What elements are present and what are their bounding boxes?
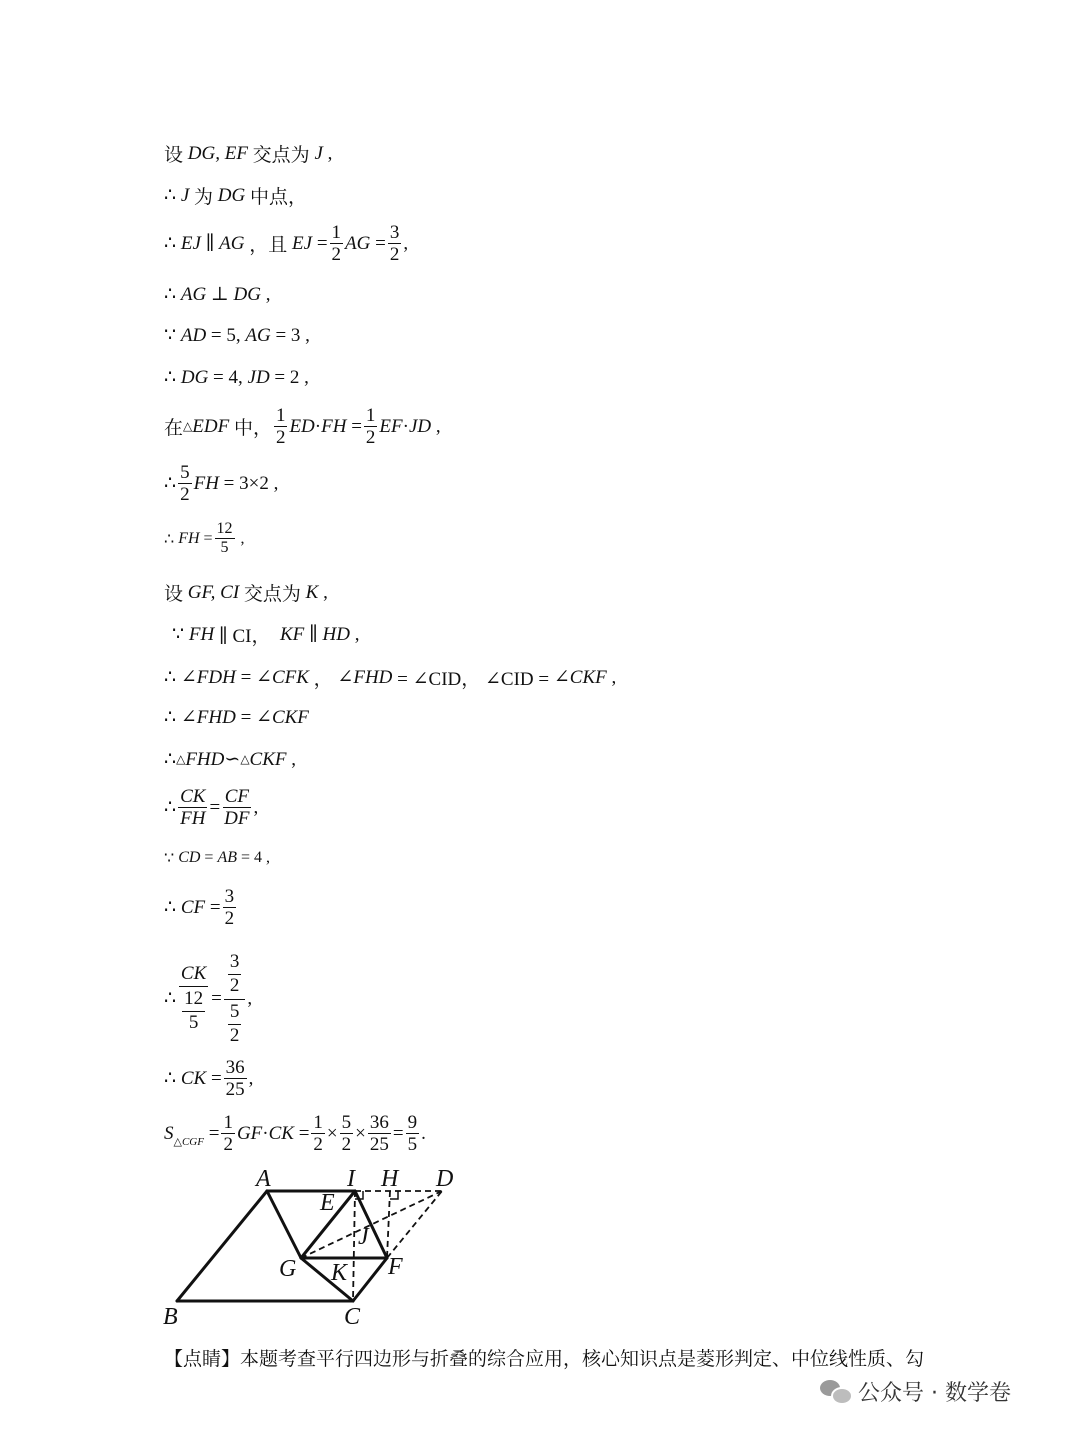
label-i: I — [347, 1166, 355, 1192]
label-g: G — [279, 1256, 297, 1282]
label-c: C — [344, 1304, 361, 1330]
segment-fc — [353, 1258, 387, 1301]
step-14: ∴ △ FHD ∽ △ CKF , — [164, 748, 296, 770]
geometry-figure — [160, 1162, 480, 1337]
step-20: S △CGF = $\frac{1}{2}$ GF · CK = $\frac{1}{2}$ × $\frac{5}{2}$ × $\frac{36}{25}$ = $\frac{9}{5}$ . — [164, 1112, 426, 1155]
step-1: 设 DG, EF 交点为 J , — [164, 142, 333, 166]
step-13: ∴ ∠FHD = ∠CKF — [164, 706, 309, 728]
segment-hf — [387, 1191, 390, 1258]
step-8: ∴ $\frac{5}{2}$ FH = 3×2 , — [164, 462, 279, 505]
key-point-note: 【点睛】本题考查平行四边形与折叠的综合应用，核心知识点是菱形判定、中位线性质、勾 — [164, 1349, 925, 1370]
label-d: D — [436, 1166, 454, 1192]
right-angle-h — [390, 1191, 398, 1199]
segment-ba — [177, 1191, 267, 1301]
label-b: B — [163, 1304, 178, 1330]
step-10: 设 GF, CI 交点为 K , — [164, 581, 328, 605]
step-4: ∴ AG ⊥ DG , — [164, 283, 271, 305]
segment-fd — [387, 1191, 442, 1258]
step-9: ∴ FH = $\frac{12}{5}$ , — [164, 520, 245, 556]
label-j: J — [358, 1224, 369, 1250]
step-19: ∴ CK = $\frac{36}{25}$ , — [164, 1057, 254, 1100]
step-17: ∴ CF = $\frac{3}{2}$ — [164, 886, 235, 929]
wechat-icon — [820, 1380, 850, 1404]
label-a: A — [256, 1166, 271, 1192]
step-7: 在 △ EDF 中， $\frac{1}{2}$ ED · FH = $\frac{1}{2}$ EF · JD , — [164, 405, 441, 448]
label-f: F — [388, 1254, 403, 1280]
step-5: ∵ AD = 5, AG = 3 , — [164, 324, 310, 346]
label-e: E — [320, 1190, 335, 1216]
watermark — [820, 1376, 1011, 1407]
step-2: ∴ J 为 DG 中点， — [164, 184, 308, 208]
segment-ic — [353, 1191, 355, 1301]
step-18: ∴ $\frac{CK}{\frac{12}{5}}$ = $\frac{\frac{3}{2}}{\frac{5}{2}}$ , — [164, 951, 253, 1046]
label-h: H — [381, 1166, 399, 1192]
watermark-text: 公众号 · 数学卷 — [858, 1381, 1011, 1406]
step-12: ∴ ∠FDH = ∠CFK ， ∠FHD = ∠CID， ∠CID = ∠CKF , — [164, 666, 617, 690]
segment-ag — [267, 1191, 301, 1258]
label-k: K — [331, 1260, 348, 1286]
step-15: ∴ $\frac{CK}{FH}$ = $\frac{CF}{DF}$ , — [164, 786, 259, 829]
step-16: ∵ CD = AB = 4 , — [164, 849, 271, 867]
step-6: ∴ DG = 4, JD = 2 , — [164, 366, 309, 388]
step-11: ∵ FH ∥ CI， KF ∥ HD , — [172, 623, 360, 647]
step-3: ∴ EJ ∥ AG ，且 EJ = $\frac{1}{2}$ AG = $\frac{3}{2}$ , — [164, 222, 409, 265]
